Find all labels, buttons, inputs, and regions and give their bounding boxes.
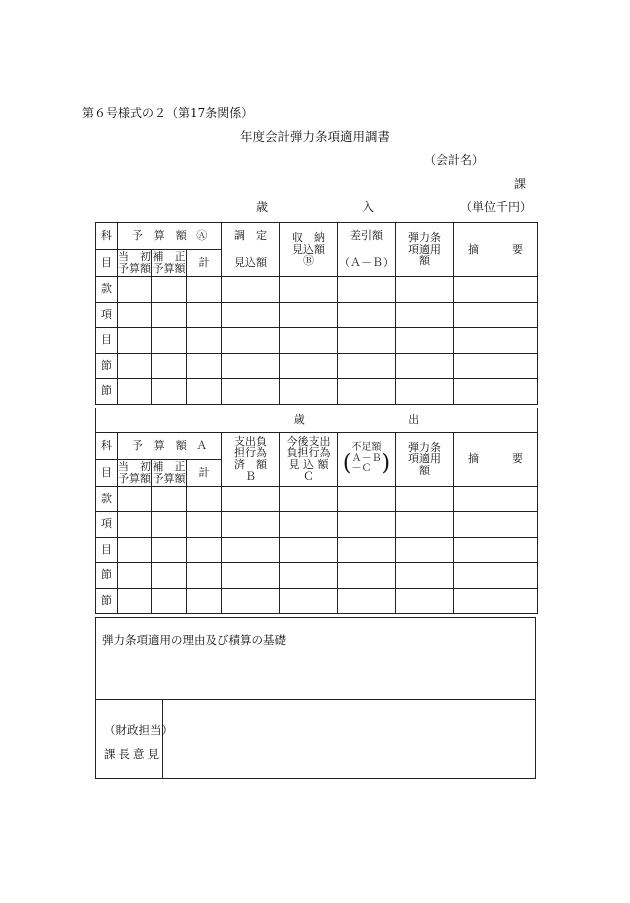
diff-header-bottom: （Ａ－Ｂ） <box>338 250 396 277</box>
budget-label: 予 算 額 <box>131 438 187 452</box>
supp-budget-header: 補 正 予算額 <box>152 459 186 485</box>
cell[interactable] <box>396 379 454 405</box>
cell[interactable] <box>280 328 338 354</box>
table-row <box>96 328 538 354</box>
cell[interactable] <box>187 277 222 303</box>
unit-label: （単位千円） <box>460 200 533 214</box>
section-label: 課 <box>514 177 527 191</box>
cell[interactable] <box>454 328 538 354</box>
table-row <box>96 302 538 328</box>
expense-title-band <box>96 408 538 432</box>
cell[interactable] <box>396 537 454 563</box>
reason-box <box>95 617 536 779</box>
row-label: 節 <box>96 353 118 379</box>
cell[interactable] <box>118 512 152 538</box>
cell[interactable] <box>152 277 187 303</box>
cell[interactable] <box>222 537 280 563</box>
dan-header: 弾力条 項適用 額 <box>396 223 454 277</box>
cell[interactable] <box>187 302 222 328</box>
cell[interactable] <box>152 486 187 512</box>
table-row <box>96 379 538 405</box>
cell[interactable] <box>280 512 338 538</box>
cell[interactable] <box>187 512 222 538</box>
cell[interactable] <box>152 328 187 354</box>
cell[interactable] <box>152 302 187 328</box>
cell[interactable] <box>454 302 538 328</box>
total-header: 計 <box>187 459 222 486</box>
row-label: 項 <box>96 512 118 538</box>
revenue-label-right: 入 <box>362 200 375 214</box>
cell[interactable] <box>118 486 152 512</box>
dan-header: 弾力条 項適用 額 <box>396 432 454 486</box>
cell[interactable] <box>338 588 396 614</box>
cell[interactable] <box>396 512 454 538</box>
cell[interactable] <box>118 328 152 354</box>
table-row <box>96 353 538 379</box>
cell[interactable] <box>280 353 338 379</box>
cell[interactable] <box>222 328 280 354</box>
supp-budget-header: 補 正 予算額 <box>152 250 186 275</box>
cell[interactable] <box>454 379 538 405</box>
cell[interactable] <box>118 277 152 303</box>
expense-label-right: 出 <box>408 412 420 426</box>
cell[interactable] <box>396 563 454 589</box>
row-label: 項 <box>96 302 118 328</box>
budget-label: 予 算 額 <box>131 229 187 243</box>
row-label: 款 <box>96 277 118 303</box>
cell[interactable] <box>118 302 152 328</box>
cell[interactable] <box>152 588 187 614</box>
cell[interactable] <box>454 588 538 614</box>
cell[interactable] <box>187 379 222 405</box>
fusoku-mid: Ａ－Ｂ <box>351 452 382 464</box>
row-label: 目 <box>96 537 118 563</box>
cell[interactable] <box>222 379 280 405</box>
row-label: 目 <box>96 328 118 354</box>
budget-header <box>118 432 222 459</box>
budget-mark: Ａ <box>196 438 208 452</box>
cell[interactable] <box>454 353 538 379</box>
cell[interactable] <box>187 328 222 354</box>
table-row <box>96 563 538 589</box>
budget-header <box>118 223 222 250</box>
row-label: 節 <box>96 588 118 614</box>
cell[interactable] <box>338 302 396 328</box>
expense-label-left: 歳 <box>293 412 305 426</box>
cell[interactable] <box>396 588 454 614</box>
budget-mark: Ⓐ <box>196 229 208 243</box>
cell[interactable] <box>222 277 280 303</box>
expense-table <box>95 408 538 614</box>
cell[interactable] <box>338 563 396 589</box>
form-number: 第６号様式の２（第17条関係） <box>82 106 254 120</box>
chief-opinion-label: 課長意見 <box>104 747 162 761</box>
cell[interactable] <box>396 328 454 354</box>
cell[interactable] <box>396 277 454 303</box>
remarks-header: 摘 要 <box>454 223 538 277</box>
cell[interactable] <box>338 353 396 379</box>
shishutsu-header: 支出負 担行為 済 額 Ｂ <box>222 432 280 486</box>
cell[interactable] <box>396 302 454 328</box>
cell[interactable] <box>222 588 280 614</box>
row-label: 節 <box>96 563 118 589</box>
cell[interactable] <box>222 563 280 589</box>
cell[interactable] <box>338 277 396 303</box>
cell[interactable] <box>152 563 187 589</box>
remarks-header: 摘 要 <box>454 432 538 486</box>
cell[interactable] <box>454 512 538 538</box>
cell[interactable] <box>187 563 222 589</box>
kamoku-header-top: 科 <box>96 432 118 459</box>
cell[interactable] <box>187 486 222 512</box>
table-row <box>96 588 538 614</box>
cell[interactable] <box>454 277 538 303</box>
kamoku-header-top: 科 <box>96 223 118 250</box>
cell[interactable] <box>152 353 187 379</box>
cell[interactable] <box>152 512 187 538</box>
document-title: 年度会計弾力条項適用調書 <box>239 129 390 144</box>
cell[interactable] <box>118 537 152 563</box>
revenue-label-left: 歳 <box>256 200 269 214</box>
fusoku-top: 不足額 <box>351 441 382 453</box>
fusoku-header <box>338 432 396 486</box>
cell[interactable] <box>338 379 396 405</box>
chotei-header-top: 調 定 <box>222 223 280 250</box>
cell[interactable] <box>118 588 152 614</box>
cell[interactable] <box>118 563 152 589</box>
cell[interactable] <box>454 563 538 589</box>
cell[interactable] <box>280 588 338 614</box>
cell[interactable] <box>280 277 338 303</box>
chotei-header-bottom: 見込額 <box>222 250 280 277</box>
diff-header-top: 差引額 <box>338 223 396 250</box>
cell[interactable] <box>222 353 280 379</box>
table-row <box>96 277 538 303</box>
kamoku-header-bottom: 目 <box>96 459 118 486</box>
reason-label: 弾力条項適用の理由及び積算の基礎 <box>102 633 286 647</box>
cell[interactable] <box>152 537 187 563</box>
cell[interactable] <box>280 486 338 512</box>
total-header: 計 <box>187 250 222 277</box>
cell[interactable] <box>280 379 338 405</box>
kongo-header: 今後支出 負担行為 見 込 額 Ｃ <box>280 432 338 486</box>
paren-open: ( <box>342 451 352 477</box>
fusoku-bottom: －Ｃ <box>351 463 372 475</box>
cell[interactable] <box>118 353 152 379</box>
cell[interactable] <box>338 328 396 354</box>
account-name-label: （会計名） <box>424 153 485 167</box>
initial-budget-header: 当 初 予算額 <box>118 459 151 485</box>
cell[interactable] <box>454 537 538 563</box>
cell[interactable] <box>222 512 280 538</box>
cell[interactable] <box>396 353 454 379</box>
table-row <box>96 512 538 538</box>
table-row <box>96 486 538 512</box>
cell[interactable] <box>338 486 396 512</box>
cell[interactable] <box>338 512 396 538</box>
row-label: 節 <box>96 379 118 405</box>
cell[interactable] <box>118 379 152 405</box>
shuno-header: 収 納 見込額 Ⓑ <box>280 223 338 277</box>
initial-budget-header: 当 初 予算額 <box>118 250 151 275</box>
cell[interactable] <box>280 302 338 328</box>
cell[interactable] <box>280 563 338 589</box>
cell[interactable] <box>280 537 338 563</box>
opinion-divider <box>162 699 163 778</box>
finance-label: （財政担当） <box>104 723 173 737</box>
row-label: 款 <box>96 486 118 512</box>
cell[interactable] <box>222 302 280 328</box>
cell[interactable] <box>187 353 222 379</box>
table-row <box>96 537 538 563</box>
kamoku-header-bottom: 目 <box>96 250 118 277</box>
cell[interactable] <box>187 588 222 614</box>
cell[interactable] <box>338 537 396 563</box>
cell[interactable] <box>152 379 187 405</box>
paren-close: ) <box>381 451 391 477</box>
revenue-table <box>95 222 538 405</box>
cell[interactable] <box>187 537 222 563</box>
cell[interactable] <box>454 486 538 512</box>
cell[interactable] <box>222 486 280 512</box>
cell[interactable] <box>396 486 454 512</box>
